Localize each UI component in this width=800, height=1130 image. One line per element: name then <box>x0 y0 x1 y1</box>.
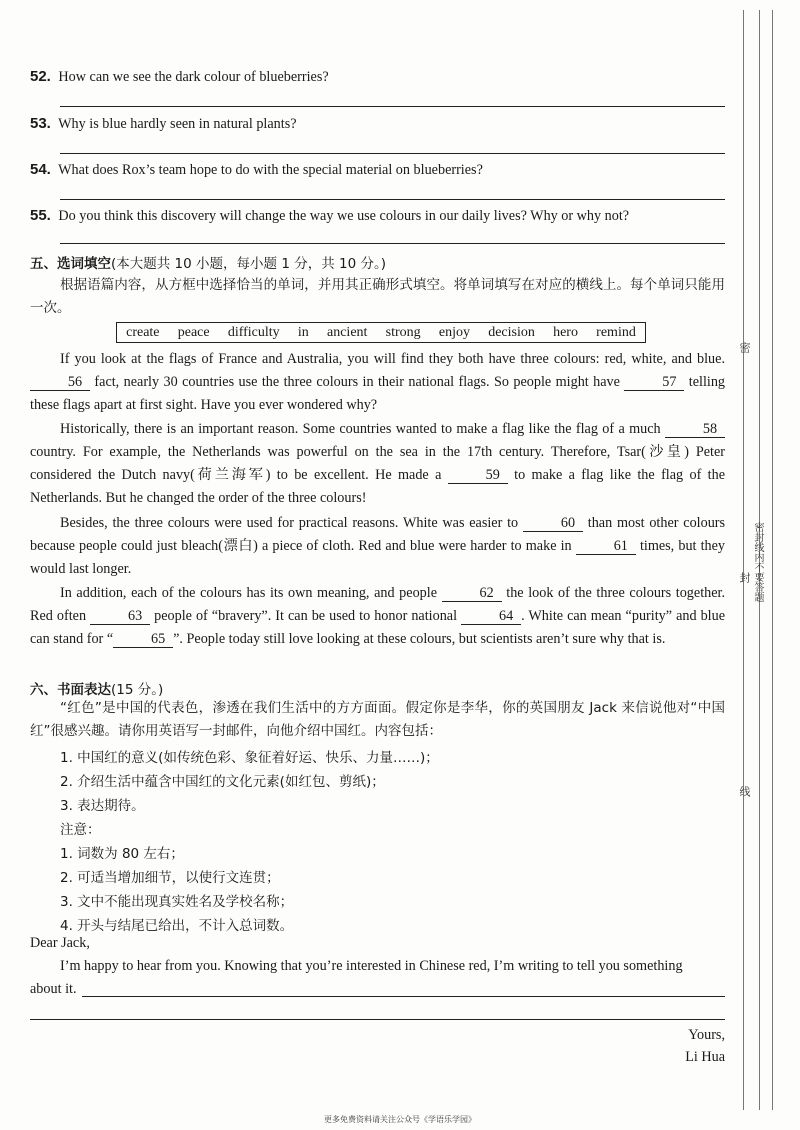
word-option: in <box>297 324 309 340</box>
word-option: remind <box>596 324 636 340</box>
letter-opening: I’m happy to hear from you. Knowing that you’re interested in Chinese red, I’m writing to tell you something <box>60 958 683 974</box>
passage-paragraph-3 <box>30 512 725 581</box>
blank-61[interactable]: 61 <box>576 538 636 555</box>
writing-line-2[interactable] <box>30 1019 725 1020</box>
section-title: 五、选词填空 <box>30 256 111 272</box>
margin-mark: 线 <box>738 786 751 797</box>
blank-56[interactable]: 56 <box>30 374 90 391</box>
margin-warning: 密封线内不要答题 <box>752 522 763 602</box>
writing-line-1[interactable] <box>82 996 725 997</box>
margin-mark: 封 <box>738 572 751 583</box>
blank-64[interactable]: 64 <box>461 608 521 625</box>
notes-title: 注意： <box>60 822 101 838</box>
word-option: ancient <box>327 324 368 340</box>
passage-text: than most other colours because people could just bleach(漂白) a piece of cloth. Red and blue were harder to make in <box>30 515 726 554</box>
section-6-prompt: “红色”是中国的代表色，渗透在我们生活中的方方面面。假定你是李华，你的英国朋友 Jack 来信说他对“中国红”很感兴趣。请你用英语写一封邮件，向他介绍中国红。内容包括： <box>30 700 725 739</box>
blank-58[interactable]: 58 <box>665 421 725 438</box>
margin-mark: 密 <box>738 342 751 353</box>
word-option: enjoy <box>438 324 470 340</box>
passage-text: Besides, the three colours were used for practical reasons. White was easier to <box>60 515 519 531</box>
word-option: decision <box>488 324 535 340</box>
passage-text: In addition, each of the colours has its own meaning, and people <box>60 585 437 601</box>
letter-greeting: Dear Jack, <box>30 935 90 951</box>
letter-signature: Li Hua <box>685 1049 725 1065</box>
page-footer: 更多免费资料请关注公众号《学语乐学园》 <box>324 1115 476 1124</box>
question-text: What does Rox’s team hope to do with the special material on blueberries? <box>58 162 483 178</box>
question-number: 54. <box>30 161 51 178</box>
section-note: (15 分。) <box>111 682 164 698</box>
content-item-1: 1. 中国红的意义(如传统色彩、象征着好运、快乐、力量……)； <box>60 750 439 766</box>
answer-line-54[interactable] <box>60 199 725 200</box>
passage-paragraph-1 <box>30 348 725 417</box>
blank-62[interactable]: 62 <box>442 585 502 602</box>
passage-text: fact, nearly 30 countries use the three colours in their national flags. So people might have <box>94 374 620 390</box>
blank-63[interactable]: 63 <box>90 608 150 625</box>
question-text: Do you think this discovery will change the way we use colours in our daily lives? Why or why not? <box>58 208 630 224</box>
note-item-2: 2. 可适当增加细节，以使行文连贯； <box>60 870 280 886</box>
answer-line-55[interactable] <box>60 243 725 244</box>
section-5-heading <box>30 252 725 272</box>
binding-margin <box>733 10 793 1110</box>
section-5-instruction: 根据语篇内容，从方框中选择恰当的单词，并用其正确形式填空。将单词填写在对应的横线上。每个单词只能用一次。 <box>30 277 725 316</box>
word-option: create <box>126 324 160 340</box>
passage-text: to make a flag like the flag of the Netherlands. But he changed the order of the three colours! <box>30 467 726 506</box>
content-item-2: 2. 介绍生活中蕴含中国红的文化元素(如红包、剪纸)； <box>60 774 385 790</box>
question-text: How can we see the dark colour of blueberries? <box>58 69 329 85</box>
question-53 <box>30 115 725 133</box>
blank-65[interactable]: 65 <box>113 631 173 648</box>
section-6-heading <box>30 678 725 698</box>
note-item-1: 1. 词数为 80 左右； <box>60 846 184 862</box>
question-55 <box>30 207 725 225</box>
passage-text: the look of the three colours together. Red often <box>30 585 726 624</box>
passage-text: country. For example, the Netherlands was powerful on the sea in the 17th century. Therefore, Tsar(沙皇) Peter considered the Dutch navy(荷兰海军) to be excellent. He made a <box>30 444 725 483</box>
passage-text: ”. People today still love looking at these colours, but scientists aren’t sure why that is. <box>173 631 666 647</box>
note-item-3: 3. 文中不能出现真实姓名及学校名称； <box>60 894 294 910</box>
letter-opening-end: about it. <box>30 981 77 997</box>
passage-text: telling these flags apart at first sight. Have you ever wondered why? <box>30 374 726 413</box>
passage-text: If you look at the flags of France and Australia, you will find they both have three colours: red, white, and blue. <box>60 351 725 367</box>
word-option: strong <box>385 324 421 340</box>
word-option: peace <box>177 324 210 340</box>
blank-57[interactable]: 57 <box>624 374 684 391</box>
word-option: hero <box>553 324 578 340</box>
passage-paragraph-2 <box>30 418 725 510</box>
section-title: 六、书面表达 <box>30 682 111 698</box>
question-54 <box>30 161 725 179</box>
answer-line-52[interactable] <box>60 106 725 107</box>
passage-text: people of “bravery”. It can be used to honor national <box>154 608 458 624</box>
word-option: difficulty <box>227 324 280 340</box>
passage-text: times, but they would last longer. <box>30 538 726 577</box>
question-text: Why is blue hardly seen in natural plants? <box>58 116 297 132</box>
note-item-4: 4. 开头与结尾已给出，不计入总词数。 <box>60 918 294 934</box>
blank-60[interactable]: 60 <box>523 515 583 532</box>
passage-text: Historically, there is an important reason. Some countries wanted to make a flag like the flag of a much <box>60 421 661 437</box>
margin-line <box>743 10 744 1110</box>
margin-line <box>772 10 773 1110</box>
question-number: 55. <box>30 207 51 224</box>
answer-line-53[interactable] <box>60 153 725 154</box>
word-box <box>116 322 646 343</box>
question-52 <box>30 68 725 86</box>
letter-closing: Yours, <box>688 1027 725 1043</box>
blank-59[interactable]: 59 <box>448 467 508 484</box>
passage-paragraph-4 <box>30 582 725 651</box>
passage-text: . White can mean “purity” and blue can stand for “ <box>30 608 726 647</box>
question-number: 53. <box>30 115 51 132</box>
question-number: 52. <box>30 68 51 85</box>
section-note: (本大题共 10 小题，每小题 1 分，共 10 分。) <box>111 256 386 272</box>
content-item-3: 3. 表达期待。 <box>60 798 145 814</box>
